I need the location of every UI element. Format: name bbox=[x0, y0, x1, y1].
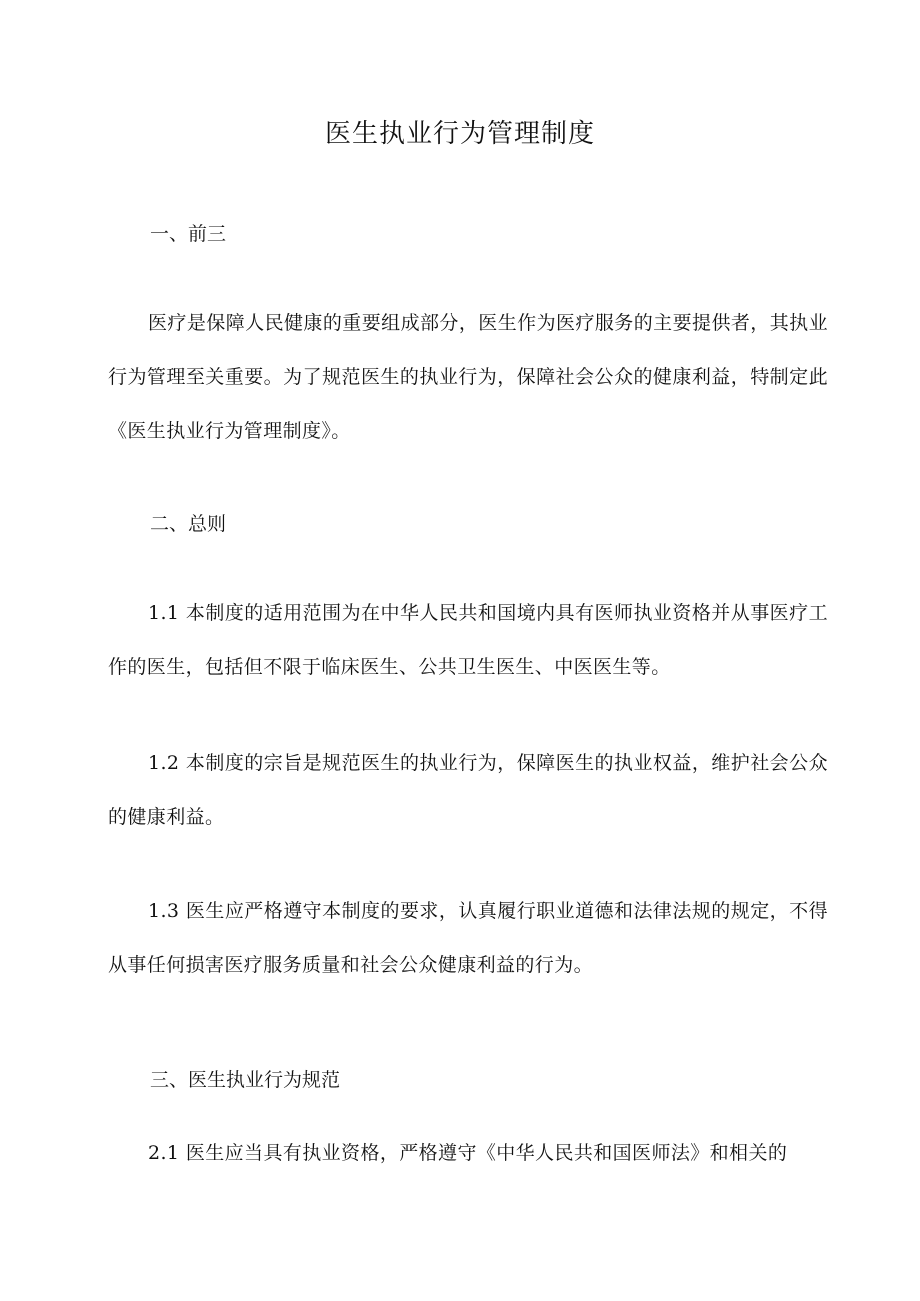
conduct-paragraph-2-1: 2.1 医生应当具有执业资格，严格遵守《中华人民共和国医师法》和相关的 bbox=[148, 1142, 788, 1164]
preface-paragraph: 医疗是保障人民健康的重要组成部分，医生作为医疗服务的主要提供者，其执业行为管理至关重要。为了规范医生的执业行为，保障社会公众的健康利益，特制定此《医生执业行为管理制度》。 bbox=[108, 312, 828, 442]
general-paragraph-1-1: 1.1 本制度的适用范围为在中华人民共和国境内具有医师执业资格并从事医疗工作的医生，包括但不限于临床医生、公共卫生医生、中医医生等。 bbox=[108, 602, 828, 678]
section-heading-general: 二、总则 bbox=[150, 513, 227, 535]
document-title: 医生执业行为管理制度 bbox=[324, 119, 595, 149]
general-paragraph-1-3: 1.3 医生应严格遵守本制度的要求，认真履行职业道德和法律法规的规定，不得从事任何损害医疗服务质量和社会公众健康利益的行为。 bbox=[108, 900, 828, 976]
section-heading-conduct: 三、医生执业行为规范 bbox=[150, 1069, 341, 1091]
section-heading-preface: 一、前三 bbox=[150, 223, 227, 245]
general-paragraph-1-2: 1.2 本制度的宗旨是规范医生的执业行为，保障医生的执业权益，维护社会公众的健康利益。 bbox=[108, 752, 828, 828]
